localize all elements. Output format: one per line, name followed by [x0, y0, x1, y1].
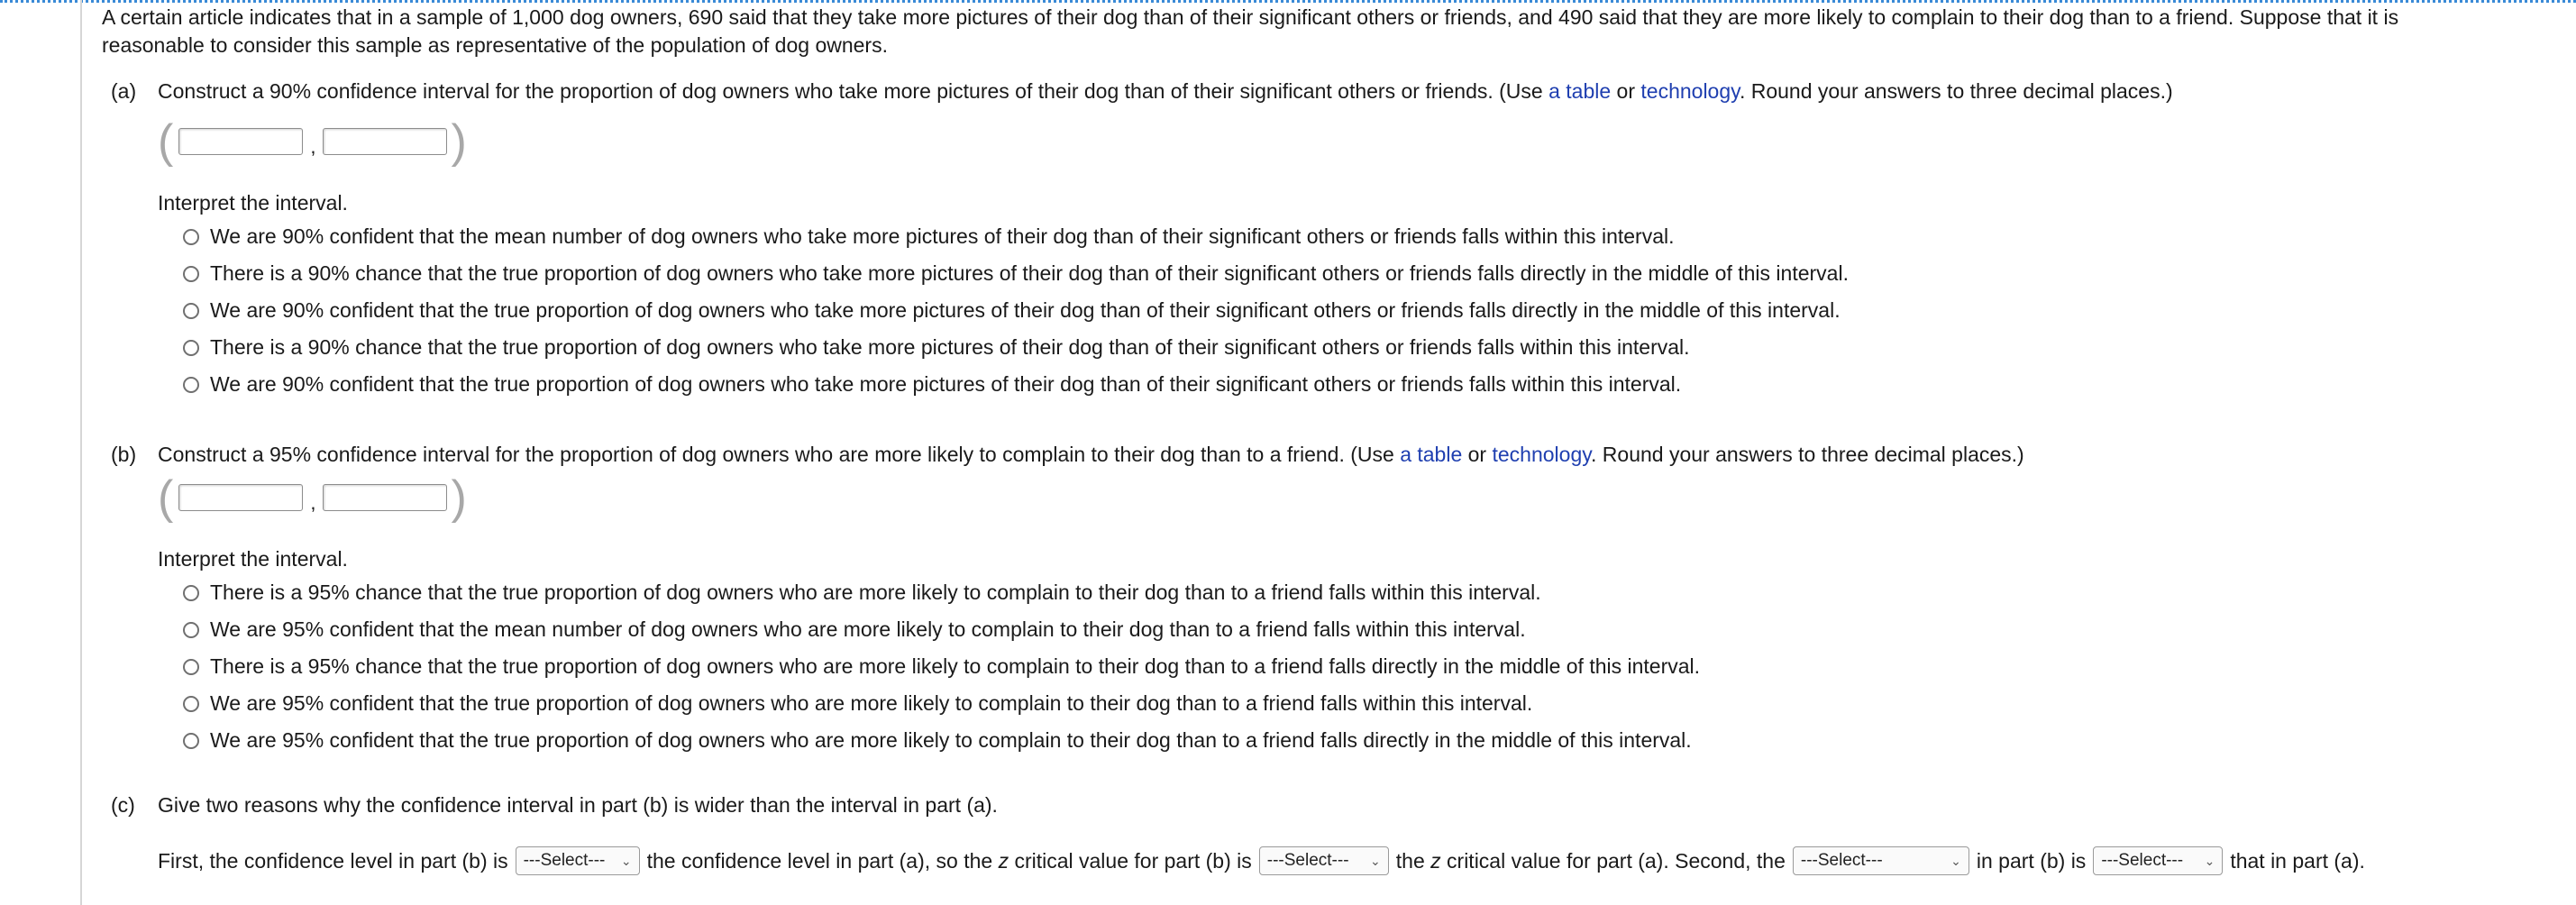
part-a-upper-bound-input[interactable] [323, 128, 447, 155]
interval-comma: , [310, 491, 316, 514]
part-a-interpret-label: Interpret the interval. [158, 191, 348, 215]
part-b-question-text: Construct a 95% confidence interval for the proportion of dog owners who are more likely to complain to their dog than to a friend. (Use [158, 443, 1401, 466]
confidence-level-select[interactable] [516, 846, 640, 875]
sentence-text-2: the confidence level in part (a), so the [646, 849, 993, 873]
chevron-down-icon: ⌄ [620, 854, 632, 868]
part-a-option-5[interactable] [183, 366, 2553, 403]
part-a-option-1[interactable] [183, 218, 2553, 255]
part-b-option-1[interactable] [183, 574, 2553, 611]
radio-button-icon[interactable] [183, 229, 199, 245]
part-a-question-end: . Round your answers to three decimal places.) [1739, 79, 2173, 103]
part-a [102, 76, 2553, 403]
part-b-interval [158, 471, 2553, 524]
part-b-options [158, 574, 2553, 759]
open-paren: ( [158, 115, 174, 168]
radio-button-icon[interactable] [183, 585, 199, 601]
part-b-option-3[interactable] [183, 648, 2553, 685]
close-paren: ) [451, 471, 467, 524]
select-value: ---Select--- [2101, 851, 2184, 870]
intro-line-2: reasonable to consider this sample as representative of the population of dog owners. [102, 33, 888, 57]
part-a-label: (a) [111, 79, 137, 103]
part-a-question-text: Construct a 90% confidence interval for the proportion of dog owners who take more pictures of their dog than of their significant others or friends. (Use [158, 79, 1549, 103]
sentence-text-3: critical value for part (b) is [1014, 849, 1252, 873]
part-a-question [158, 76, 2553, 106]
part-b-question-end: . Round your answers to three decimal places.) [1591, 443, 2024, 466]
problem-statement [102, 4, 2553, 59]
option-text: There is a 90% chance that the true proportion of dog owners who take more pictures of their dog than of their significant others or friends falls directly in the middle of this interval. [210, 261, 1849, 285]
part-a-options [158, 218, 2553, 403]
part-b-option-2[interactable] [183, 611, 2553, 648]
radio-button-icon[interactable] [183, 622, 199, 638]
left-margin-rule [80, 0, 82, 905]
chevron-down-icon: ⌄ [1370, 854, 1381, 868]
part-a-option-2[interactable] [183, 255, 2553, 292]
radio-button-icon[interactable] [183, 377, 199, 393]
comparison-select[interactable] [2093, 846, 2223, 875]
option-text: There is a 90% chance that the true proportion of dog owners who take more pictures of their dog than of their significant others or friends falls within this interval. [210, 335, 1690, 359]
select-value: ---Select--- [523, 851, 606, 870]
interval-comma: , [310, 135, 316, 158]
table-link[interactable]: a table [1400, 443, 1463, 466]
part-b-option-5[interactable] [183, 722, 2553, 759]
radio-button-icon[interactable] [183, 696, 199, 712]
z-symbol: z [1430, 849, 1441, 873]
part-b-lower-bound-input[interactable] [178, 484, 303, 511]
option-text: We are 90% confident that the mean number of dog owners who take more pictures of their dog than of their significant others or friends falls within this interval. [210, 224, 1675, 248]
option-text: We are 95% confident that the true proportion of dog owners who are more likely to complain to their dog than to a friend falls directly in the middle of this interval. [210, 728, 1692, 752]
part-c-question: Give two reasons why the confidence interval in part (b) is wider than the interval in part (a). [158, 793, 998, 817]
part-b-or: or [1462, 443, 1493, 466]
top-dotted-border [0, 0, 2576, 3]
intro-line-1: A certain article indicates that in a sample of 1,000 dog owners, 690 said that they take more pictures of their dog than of their significant others or friends, and 490 said that they are more likely to complain to their dog than to a friend. Suppose that it is [102, 5, 2399, 29]
open-paren: ( [158, 471, 174, 524]
question-content [102, 4, 2553, 876]
quantity-select[interactable] [1793, 846, 1969, 875]
radio-button-icon[interactable] [183, 266, 199, 282]
chevron-down-icon: ⌄ [1950, 854, 1961, 868]
z-critical-select[interactable] [1259, 846, 1389, 875]
sentence-text-1: First, the confidence level in part (b) is [158, 849, 508, 873]
radio-button-icon[interactable] [183, 733, 199, 749]
sentence-text-5: critical value for part (a). Second, the [1447, 849, 1786, 873]
sentence-text-4: the [1395, 849, 1425, 873]
option-text: We are 95% confident that the true proportion of dog owners who are more likely to complain to their dog than to a friend falls within this interval. [210, 691, 1533, 715]
option-text: We are 90% confident that the true proportion of dog owners who take more pictures of their dog than of their significant others or friends falls directly in the middle of this interval. [210, 298, 1841, 322]
radio-button-icon[interactable] [183, 340, 199, 356]
close-paren: ) [451, 115, 467, 168]
radio-button-icon[interactable] [183, 303, 199, 319]
part-a-option-4[interactable] [183, 329, 2553, 366]
part-b-upper-bound-input[interactable] [323, 484, 447, 511]
part-c [102, 790, 2553, 876]
part-a-option-3[interactable] [183, 292, 2553, 329]
table-link[interactable]: a table [1548, 79, 1612, 103]
option-text: There is a 95% chance that the true proportion of dog owners who are more likely to complain to their dog than to a friend falls within this interval. [210, 580, 1541, 604]
part-b-question [158, 439, 2553, 470]
part-c-label: (c) [111, 793, 135, 817]
sentence-text-7: that in part (a). [2230, 849, 2365, 873]
option-text: There is a 95% chance that the true proportion of dog owners who are more likely to complain to their dog than to a friend falls directly in the middle of this interval. [210, 654, 1701, 678]
chevron-down-icon: ⌄ [2204, 854, 2215, 868]
option-text: We are 90% confident that the true proportion of dog owners who take more pictures of their dog than of their significant others or friends falls within this interval. [210, 372, 1682, 396]
part-b-option-4[interactable] [183, 685, 2553, 722]
sentence-text-6: in part (b) is [1976, 849, 2087, 873]
select-value: ---Select--- [1800, 851, 1883, 870]
radio-button-icon[interactable] [183, 659, 199, 675]
part-b-interpret-label: Interpret the interval. [158, 547, 348, 571]
part-a-interval [158, 115, 2553, 168]
option-text: We are 95% confident that the mean number of dog owners who are more likely to complain to their dog than to a friend falls within this interval. [210, 617, 1526, 641]
technology-link[interactable]: technology [1640, 79, 1740, 103]
part-b-label: (b) [111, 443, 137, 466]
select-value: ---Select--- [1266, 851, 1349, 870]
part-b [102, 439, 2553, 759]
part-a-or: or [1611, 79, 1641, 103]
technology-link[interactable]: technology [1492, 443, 1592, 466]
z-symbol: z [998, 849, 1009, 873]
part-c-answer-sentence [158, 846, 2553, 876]
part-a-lower-bound-input[interactable] [178, 128, 303, 155]
